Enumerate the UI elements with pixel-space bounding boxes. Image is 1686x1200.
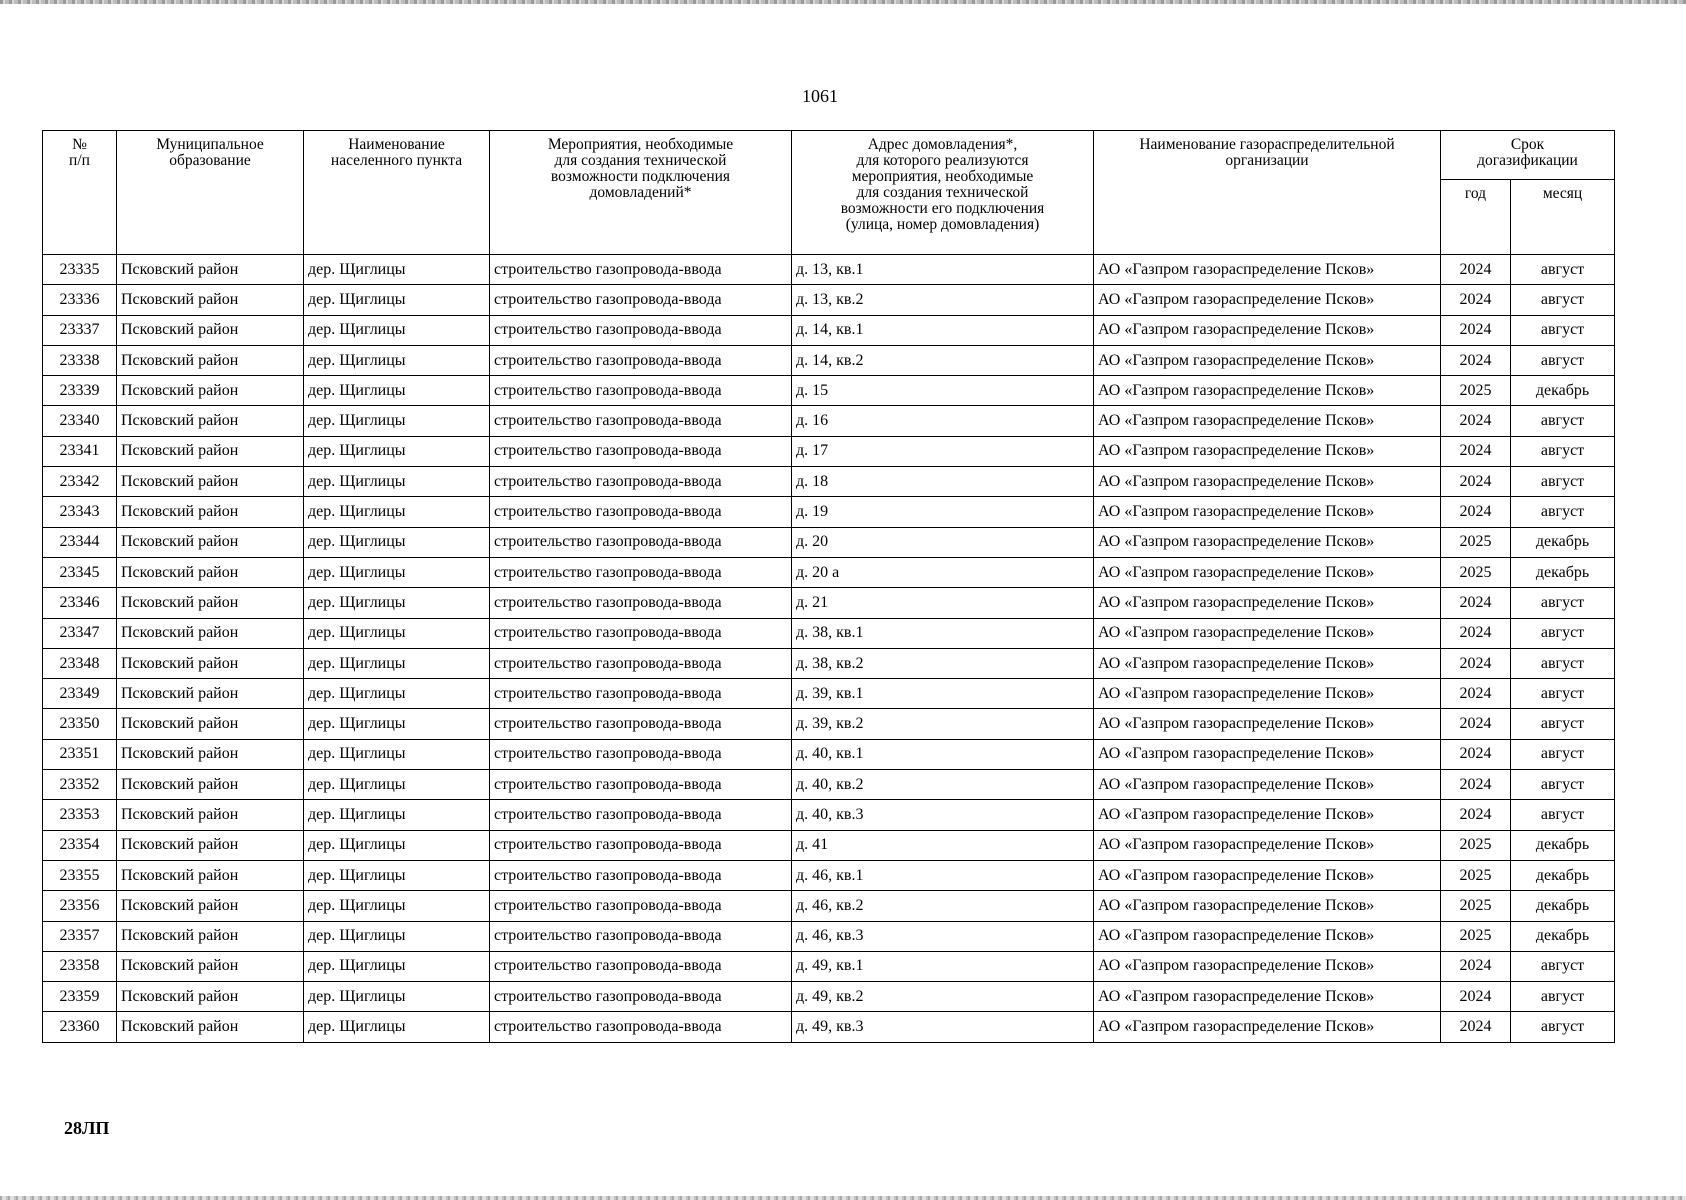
header-year: год: [1441, 180, 1511, 255]
header-deadline: Срок догазификации: [1441, 131, 1615, 180]
table-row: [43, 921, 1615, 951]
row-measure: строительство газопровода-ввода: [490, 618, 792, 648]
row-month: август: [1511, 467, 1615, 497]
row-address: д. 49, кв.2: [792, 982, 1094, 1012]
row-settlement: дер. Щиглицы: [304, 679, 490, 709]
row-number: 23343: [43, 497, 117, 527]
row-year: 2024: [1441, 951, 1511, 981]
row-municipality: Псковский район: [117, 679, 304, 709]
row-month: август: [1511, 982, 1615, 1012]
row-number: 23348: [43, 648, 117, 678]
row-number: 23347: [43, 618, 117, 648]
row-month: август: [1511, 1012, 1615, 1042]
row-measure: строительство газопровода-ввода: [490, 285, 792, 315]
row-year: 2024: [1441, 255, 1511, 285]
row-municipality: Псковский район: [117, 588, 304, 618]
row-address: д. 49, кв.3: [792, 1012, 1094, 1042]
row-month: август: [1511, 406, 1615, 436]
row-year: 2024: [1441, 800, 1511, 830]
footer-code: 28ЛП: [64, 1118, 110, 1138]
row-settlement: дер. Щиглицы: [304, 830, 490, 860]
row-settlement: дер. Щиглицы: [304, 891, 490, 921]
row-measure: строительство газопровода-ввода: [490, 982, 792, 1012]
row-month: декабрь: [1511, 557, 1615, 587]
row-number: 23342: [43, 467, 117, 497]
table-header: [43, 131, 1615, 255]
row-organization: АО «Газпром газораспределение Псков»: [1094, 406, 1441, 436]
row-address: д. 38, кв.2: [792, 648, 1094, 678]
row-month: август: [1511, 739, 1615, 769]
row-year: 2024: [1441, 709, 1511, 739]
row-address: д. 18: [792, 467, 1094, 497]
row-organization: АО «Газпром газораспределение Псков»: [1094, 497, 1441, 527]
row-settlement: дер. Щиглицы: [304, 255, 490, 285]
row-number: 23338: [43, 345, 117, 375]
row-organization: АО «Газпром газораспределение Псков»: [1094, 285, 1441, 315]
row-organization: АО «Газпром газораспределение Псков»: [1094, 557, 1441, 587]
row-number: 23336: [43, 285, 117, 315]
row-number: 23357: [43, 921, 117, 951]
table-row: [43, 891, 1615, 921]
row-measure: строительство газопровода-ввода: [490, 830, 792, 860]
row-municipality: Псковский район: [117, 951, 304, 981]
row-address: д. 46, кв.3: [792, 921, 1094, 951]
row-month: август: [1511, 709, 1615, 739]
row-year: 2025: [1441, 376, 1511, 406]
row-measure: строительство газопровода-ввода: [490, 739, 792, 769]
row-address: д. 14, кв.2: [792, 345, 1094, 375]
row-address: д. 39, кв.2: [792, 709, 1094, 739]
row-organization: АО «Газпром газораспределение Псков»: [1094, 739, 1441, 769]
row-address: д. 49, кв.1: [792, 951, 1094, 981]
row-settlement: дер. Щиглицы: [304, 376, 490, 406]
row-settlement: дер. Щиглицы: [304, 648, 490, 678]
row-settlement: дер. Щиглицы: [304, 860, 490, 890]
row-month: декабрь: [1511, 830, 1615, 860]
row-settlement: дер. Щиглицы: [304, 436, 490, 466]
row-municipality: Псковский район: [117, 921, 304, 951]
row-address: д. 13, кв.1: [792, 255, 1094, 285]
row-organization: АО «Газпром газораспределение Псков»: [1094, 800, 1441, 830]
row-year: 2024: [1441, 739, 1511, 769]
row-year: 2024: [1441, 315, 1511, 345]
gasification-table: [42, 130, 1615, 1043]
table-row: [43, 497, 1615, 527]
table-row: [43, 1012, 1615, 1042]
row-number: 23359: [43, 982, 117, 1012]
table-row: [43, 345, 1615, 375]
row-address: д. 17: [792, 436, 1094, 466]
scan-edge-top: [0, 0, 1686, 4]
row-municipality: Псковский район: [117, 709, 304, 739]
row-address: д. 40, кв.1: [792, 739, 1094, 769]
row-settlement: дер. Щиглицы: [304, 1012, 490, 1042]
row-number: 23353: [43, 800, 117, 830]
row-municipality: Псковский район: [117, 527, 304, 557]
row-address: д. 40, кв.3: [792, 800, 1094, 830]
row-year: 2024: [1441, 648, 1511, 678]
row-month: август: [1511, 285, 1615, 315]
row-month: август: [1511, 436, 1615, 466]
table-row: [43, 588, 1615, 618]
row-address: д. 41: [792, 830, 1094, 860]
row-month: август: [1511, 588, 1615, 618]
row-municipality: Псковский район: [117, 255, 304, 285]
row-organization: АО «Газпром газораспределение Псков»: [1094, 618, 1441, 648]
row-year: 2024: [1441, 285, 1511, 315]
row-measure: строительство газопровода-ввода: [490, 436, 792, 466]
table-row: [43, 557, 1615, 587]
row-year: 2024: [1441, 1012, 1511, 1042]
row-settlement: дер. Щиглицы: [304, 557, 490, 587]
table-row: [43, 406, 1615, 436]
row-number: 23354: [43, 830, 117, 860]
row-year: 2025: [1441, 830, 1511, 860]
row-organization: АО «Газпром газораспределение Псков»: [1094, 951, 1441, 981]
row-organization: АО «Газпром газораспределение Псков»: [1094, 255, 1441, 285]
table-row: [43, 800, 1615, 830]
row-organization: АО «Газпром газораспределение Псков»: [1094, 921, 1441, 951]
row-year: 2024: [1441, 588, 1511, 618]
row-municipality: Псковский район: [117, 982, 304, 1012]
row-measure: строительство газопровода-ввода: [490, 860, 792, 890]
table-row: [43, 679, 1615, 709]
row-organization: АО «Газпром газораспределение Псков»: [1094, 709, 1441, 739]
row-organization: АО «Газпром газораспределение Псков»: [1094, 315, 1441, 345]
row-year: 2024: [1441, 679, 1511, 709]
row-measure: строительство газопровода-ввода: [490, 406, 792, 436]
row-month: август: [1511, 800, 1615, 830]
row-number: 23337: [43, 315, 117, 345]
row-number: 23335: [43, 255, 117, 285]
row-month: декабрь: [1511, 527, 1615, 557]
row-month: декабрь: [1511, 860, 1615, 890]
row-address: д. 46, кв.1: [792, 860, 1094, 890]
row-municipality: Псковский район: [117, 800, 304, 830]
row-number: 23339: [43, 376, 117, 406]
row-month: декабрь: [1511, 891, 1615, 921]
row-address: д. 39, кв.1: [792, 679, 1094, 709]
table-row: [43, 830, 1615, 860]
row-measure: строительство газопровода-ввода: [490, 648, 792, 678]
row-number: 23356: [43, 891, 117, 921]
row-measure: строительство газопровода-ввода: [490, 527, 792, 557]
row-month: август: [1511, 679, 1615, 709]
row-settlement: дер. Щиглицы: [304, 739, 490, 769]
row-municipality: Псковский район: [117, 557, 304, 587]
row-number: 23340: [43, 406, 117, 436]
row-settlement: дер. Щиглицы: [304, 800, 490, 830]
row-measure: строительство газопровода-ввода: [490, 376, 792, 406]
row-measure: строительство газопровода-ввода: [490, 951, 792, 981]
row-organization: АО «Газпром газораспределение Псков»: [1094, 436, 1441, 466]
row-settlement: дер. Щиглицы: [304, 315, 490, 345]
row-year: 2024: [1441, 618, 1511, 648]
row-address: д. 21: [792, 588, 1094, 618]
row-year: 2025: [1441, 921, 1511, 951]
row-settlement: дер. Щиглицы: [304, 406, 490, 436]
row-year: 2024: [1441, 345, 1511, 375]
header-month: месяц: [1511, 180, 1615, 255]
scan-edge-bottom: [0, 1196, 1686, 1200]
row-organization: АО «Газпром газораспределение Псков»: [1094, 467, 1441, 497]
header-measures: Мероприятия, необходимые для создания технической возможности подключения домовладений*: [490, 131, 792, 255]
row-address: д. 15: [792, 376, 1094, 406]
table-row: [43, 376, 1615, 406]
row-year: 2024: [1441, 467, 1511, 497]
row-number: 23358: [43, 951, 117, 981]
table-body: [43, 255, 1615, 1043]
table-row: [43, 618, 1615, 648]
row-address: д. 20: [792, 527, 1094, 557]
row-year: 2025: [1441, 557, 1511, 587]
row-measure: строительство газопровода-ввода: [490, 557, 792, 587]
row-organization: АО «Газпром газораспределение Псков»: [1094, 770, 1441, 800]
row-organization: АО «Газпром газораспределение Псков»: [1094, 1012, 1441, 1042]
row-measure: строительство газопровода-ввода: [490, 770, 792, 800]
row-municipality: Псковский район: [117, 830, 304, 860]
row-organization: АО «Газпром газораспределение Псков»: [1094, 345, 1441, 375]
header-settlement: Наименование населенного пункта: [304, 131, 490, 255]
row-organization: АО «Газпром газораспределение Псков»: [1094, 527, 1441, 557]
row-measure: строительство газопровода-ввода: [490, 800, 792, 830]
row-address: д. 19: [792, 497, 1094, 527]
row-address: д. 14, кв.1: [792, 315, 1094, 345]
row-number: 23352: [43, 770, 117, 800]
row-year: 2024: [1441, 497, 1511, 527]
header-num: № п/п: [43, 131, 117, 255]
row-address: д. 16: [792, 406, 1094, 436]
row-organization: АО «Газпром газораспределение Псков»: [1094, 376, 1441, 406]
row-organization: АО «Газпром газораспределение Псков»: [1094, 648, 1441, 678]
row-address: д. 40, кв.2: [792, 770, 1094, 800]
header-address: Адрес домовладения*, для которого реализуются мероприятия, необходимые для создания технической возможности его подключения (улица, номер домовладения): [792, 131, 1094, 255]
table-row: [43, 527, 1615, 557]
row-year: 2024: [1441, 982, 1511, 1012]
row-organization: АО «Газпром газораспределение Псков»: [1094, 830, 1441, 860]
row-month: август: [1511, 255, 1615, 285]
row-municipality: Псковский район: [117, 648, 304, 678]
row-measure: строительство газопровода-ввода: [490, 709, 792, 739]
row-year: 2025: [1441, 891, 1511, 921]
row-organization: АО «Газпром газораспределение Псков»: [1094, 679, 1441, 709]
row-address: д. 13, кв.2: [792, 285, 1094, 315]
row-organization: АО «Газпром газораспределение Псков»: [1094, 982, 1441, 1012]
row-number: 23351: [43, 739, 117, 769]
row-address: д. 20 а: [792, 557, 1094, 587]
row-settlement: дер. Щиглицы: [304, 285, 490, 315]
row-month: август: [1511, 315, 1615, 345]
table-row: [43, 709, 1615, 739]
row-settlement: дер. Щиглицы: [304, 527, 490, 557]
page-number: 1061: [802, 86, 838, 106]
table-row: [43, 951, 1615, 981]
row-settlement: дер. Щиглицы: [304, 709, 490, 739]
row-year: 2024: [1441, 406, 1511, 436]
table-row: [43, 739, 1615, 769]
row-municipality: Псковский район: [117, 376, 304, 406]
table-row: [43, 315, 1615, 345]
row-municipality: Псковский район: [117, 345, 304, 375]
row-settlement: дер. Щиглицы: [304, 921, 490, 951]
row-organization: АО «Газпром газораспределение Псков»: [1094, 891, 1441, 921]
row-number: 23360: [43, 1012, 117, 1042]
table-row: [43, 860, 1615, 890]
row-month: декабрь: [1511, 921, 1615, 951]
row-month: август: [1511, 648, 1615, 678]
row-month: август: [1511, 770, 1615, 800]
row-year: 2025: [1441, 527, 1511, 557]
row-settlement: дер. Щиглицы: [304, 345, 490, 375]
row-year: 2024: [1441, 770, 1511, 800]
row-address: д. 38, кв.1: [792, 618, 1094, 648]
row-municipality: Псковский район: [117, 315, 304, 345]
header-municipality: Муниципальное образование: [117, 131, 304, 255]
table-row: [43, 467, 1615, 497]
row-settlement: дер. Щиглицы: [304, 497, 490, 527]
table-row: [43, 436, 1615, 466]
row-municipality: Псковский район: [117, 1012, 304, 1042]
row-number: 23345: [43, 557, 117, 587]
row-settlement: дер. Щиглицы: [304, 770, 490, 800]
row-organization: АО «Газпром газораспределение Псков»: [1094, 860, 1441, 890]
row-number: 23344: [43, 527, 117, 557]
row-address: д. 46, кв.2: [792, 891, 1094, 921]
table-row: [43, 648, 1615, 678]
row-measure: строительство газопровода-ввода: [490, 467, 792, 497]
row-number: 23350: [43, 709, 117, 739]
row-municipality: Псковский район: [117, 285, 304, 315]
table-row: [43, 770, 1615, 800]
row-measure: строительство газопровода-ввода: [490, 679, 792, 709]
row-month: август: [1511, 951, 1615, 981]
row-number: 23355: [43, 860, 117, 890]
row-measure: строительство газопровода-ввода: [490, 588, 792, 618]
row-number: 23346: [43, 588, 117, 618]
table-row: [43, 285, 1615, 315]
row-measure: строительство газопровода-ввода: [490, 891, 792, 921]
row-number: 23349: [43, 679, 117, 709]
row-month: декабрь: [1511, 376, 1615, 406]
row-measure: строительство газопровода-ввода: [490, 497, 792, 527]
row-month: август: [1511, 345, 1615, 375]
row-settlement: дер. Щиглицы: [304, 588, 490, 618]
row-year: 2024: [1441, 436, 1511, 466]
row-measure: строительство газопровода-ввода: [490, 315, 792, 345]
row-measure: строительство газопровода-ввода: [490, 345, 792, 375]
row-municipality: Псковский район: [117, 618, 304, 648]
row-measure: строительство газопровода-ввода: [490, 1012, 792, 1042]
row-settlement: дер. Щиглицы: [304, 951, 490, 981]
row-measure: строительство газопровода-ввода: [490, 921, 792, 951]
row-year: 2025: [1441, 860, 1511, 890]
row-municipality: Псковский район: [117, 467, 304, 497]
row-settlement: дер. Щиглицы: [304, 982, 490, 1012]
row-municipality: Псковский район: [117, 770, 304, 800]
row-month: август: [1511, 618, 1615, 648]
row-settlement: дер. Щиглицы: [304, 467, 490, 497]
row-municipality: Псковский район: [117, 860, 304, 890]
row-number: 23341: [43, 436, 117, 466]
row-month: август: [1511, 497, 1615, 527]
table-row: [43, 982, 1615, 1012]
row-municipality: Псковский район: [117, 436, 304, 466]
header-organization: Наименование газораспределительной организации: [1094, 131, 1441, 255]
row-municipality: Псковский район: [117, 497, 304, 527]
row-organization: АО «Газпром газораспределение Псков»: [1094, 588, 1441, 618]
row-settlement: дер. Щиглицы: [304, 618, 490, 648]
row-municipality: Псковский район: [117, 406, 304, 436]
row-municipality: Псковский район: [117, 891, 304, 921]
row-measure: строительство газопровода-ввода: [490, 255, 792, 285]
table-row: [43, 255, 1615, 285]
row-municipality: Псковский район: [117, 739, 304, 769]
